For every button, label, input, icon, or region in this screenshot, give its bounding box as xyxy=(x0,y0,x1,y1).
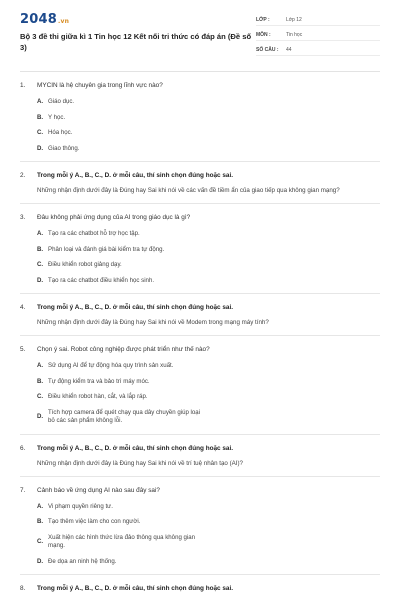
answer-text: Hóa học. xyxy=(48,129,73,136)
answer-letter: C. xyxy=(37,393,44,400)
answer-letter: C. xyxy=(37,537,44,545)
answer-letter: D. xyxy=(37,412,44,420)
answer-text: Tích hợp camera để quét chạy qua dây chuyền giúp loại bỏ các sản phẩm không lỗi. xyxy=(48,408,201,424)
answer-letter: D. xyxy=(37,557,44,565)
answer-option[interactable] xyxy=(37,246,209,255)
answer-option[interactable] xyxy=(37,145,209,154)
answer-text: Tạo ra các chatbot điều khiển học sinh. xyxy=(48,276,155,284)
logo-suffix: .vn xyxy=(57,18,70,25)
answer-letter: A. xyxy=(37,230,44,237)
meta-value: Tin học xyxy=(286,31,303,38)
answer-list xyxy=(20,230,380,285)
answer-option[interactable] xyxy=(37,261,209,270)
answer-list xyxy=(20,98,380,153)
answer-option[interactable] xyxy=(37,98,209,107)
meta-label: MÔN : xyxy=(256,31,271,38)
question-note: Những nhận định dưới đây là Đúng hay Sai khi nói về trí tuệ nhân tạo (AI)? xyxy=(37,459,243,467)
answer-letter: B. xyxy=(37,113,44,121)
question-item xyxy=(20,303,380,336)
answer-letter: B. xyxy=(37,518,44,525)
answer-text: Tự động kiểm tra và bảo trì máy móc. xyxy=(48,377,150,385)
answer-text: Điều khiển robot hàn, cắt, và lắp ráp. xyxy=(48,393,148,400)
answer-option[interactable] xyxy=(37,362,209,371)
answer-option[interactable] xyxy=(37,230,209,239)
question-text: Trong mỗi ý A., B., C., D. ở mỗi câu, thí sinh chọn đúng hoặc sai. xyxy=(37,304,234,311)
question-number: 2. xyxy=(20,172,26,179)
meta-info xyxy=(256,12,380,71)
meta-value: Lớp 12 xyxy=(286,16,302,23)
question-item xyxy=(20,345,380,435)
answer-list xyxy=(20,503,380,567)
answer-text: Phân loại và đánh giá bài kiểm tra tự động. xyxy=(48,245,165,253)
question-number: 3. xyxy=(20,214,26,221)
question-text: Trong mỗi ý A., B., C., D. ở mỗi câu, thí sinh chọn đúng hoặc sai. xyxy=(37,172,234,179)
question-item xyxy=(20,81,380,162)
question-number: 5. xyxy=(20,346,26,353)
answer-option[interactable] xyxy=(37,378,209,387)
answer-option[interactable] xyxy=(37,503,209,512)
question-list xyxy=(20,72,380,600)
meta-row-class xyxy=(256,14,380,26)
document-title: Bộ 3 đề thi giữa kì 1 Tin học 12 Kết nối tri thức có đáp án (Đề số 3) xyxy=(20,32,252,52)
meta-row-count xyxy=(256,44,380,56)
answer-text: Giáo dục. xyxy=(48,98,75,105)
answer-text: Tạo thêm việc làm cho con người. xyxy=(48,518,141,525)
site-logo[interactable] xyxy=(20,12,252,27)
question-number: 7. xyxy=(20,486,26,494)
question-number: 1. xyxy=(20,82,26,89)
question-text: MYCIN là hệ chuyên gia trong lĩnh vực nào? xyxy=(37,82,163,89)
answer-option[interactable] xyxy=(37,114,209,123)
answer-option[interactable] xyxy=(37,558,209,567)
question-header xyxy=(20,213,380,222)
question-text: Chọn ý sai. Robot công nghiệp được phát triển như thế nào? xyxy=(37,346,210,353)
question-text: Cảnh báo về ứng dụng AI nào sau đây sai? xyxy=(37,486,160,494)
answer-text: Đe dọa an ninh hệ thống. xyxy=(48,557,117,565)
answer-text: Giao thông. xyxy=(48,144,80,152)
answer-letter: D. xyxy=(37,144,44,152)
answer-list xyxy=(20,362,380,426)
question-text: Trong mỗi ý A., B., C., D. ở mỗi câu, thí sinh chọn đúng hoặc sai. xyxy=(37,585,234,592)
question-header xyxy=(20,486,380,495)
answer-letter: A. xyxy=(37,362,44,369)
answer-text: Xuất hiện các hình thức lừa đảo thông qua không gian mạng. xyxy=(48,533,196,549)
question-item xyxy=(20,171,380,204)
answer-text: Vi phạm quyền riêng tư. xyxy=(48,502,113,510)
meta-row-subject xyxy=(256,29,380,41)
document-header xyxy=(20,0,380,72)
answer-text: Điều khiển robot giảng dạy. xyxy=(48,261,122,268)
answer-letter: B. xyxy=(37,377,44,385)
question-note: Những nhận định dưới đây là Đúng hay Sai khi nói về các vấn đề tiềm ẩn của giao tiếp qua không gian mạng? xyxy=(37,187,340,194)
meta-label: SỐ CÂU : xyxy=(256,46,279,53)
question-text: Đâu không phải ứng dụng của AI trong giáo dục là gì? xyxy=(37,214,191,221)
question-number: 4. xyxy=(20,304,26,311)
question-item xyxy=(20,486,380,576)
answer-letter: D. xyxy=(37,276,44,284)
answer-option[interactable] xyxy=(37,277,209,286)
answer-letter: C. xyxy=(37,129,44,136)
question-note: Những nhận định dưới đây là Đúng hay Sai khi nói về Modem trong mạng máy tính? xyxy=(37,319,269,326)
question-item xyxy=(20,584,380,600)
answer-option[interactable] xyxy=(37,534,209,551)
answer-letter: B. xyxy=(37,245,44,253)
question-header xyxy=(20,81,380,90)
question-header xyxy=(20,171,380,180)
question-header xyxy=(20,584,380,593)
answer-letter: C. xyxy=(37,261,44,268)
answer-letter: A. xyxy=(37,502,44,510)
meta-value: 44 xyxy=(286,46,292,53)
answer-option[interactable] xyxy=(37,518,209,527)
question-item xyxy=(20,213,380,294)
question-item xyxy=(20,444,380,477)
header-left xyxy=(20,12,252,71)
question-header xyxy=(20,345,380,354)
answer-option[interactable] xyxy=(37,129,209,138)
meta-label: LỚP : xyxy=(256,16,270,23)
question-number: 6. xyxy=(20,444,26,452)
logo-text: 2048 xyxy=(20,12,57,27)
answer-text: Tạo ra các chatbot hỗ trợ học tập. xyxy=(48,230,140,237)
answer-option[interactable] xyxy=(37,409,209,426)
question-number: 8. xyxy=(20,585,26,592)
question-header xyxy=(20,444,380,453)
answer-option[interactable] xyxy=(37,393,209,402)
answer-text: Y học. xyxy=(48,113,66,121)
question-text: Trong mỗi ý A., B., C., D. ở mỗi câu, thí sinh chọn đúng hoặc sai. xyxy=(37,444,234,452)
answer-text: Sử dụng AI để tự động hóa quy trình sản xuất. xyxy=(48,362,174,369)
question-header xyxy=(20,303,380,312)
answer-letter: A. xyxy=(37,98,44,105)
